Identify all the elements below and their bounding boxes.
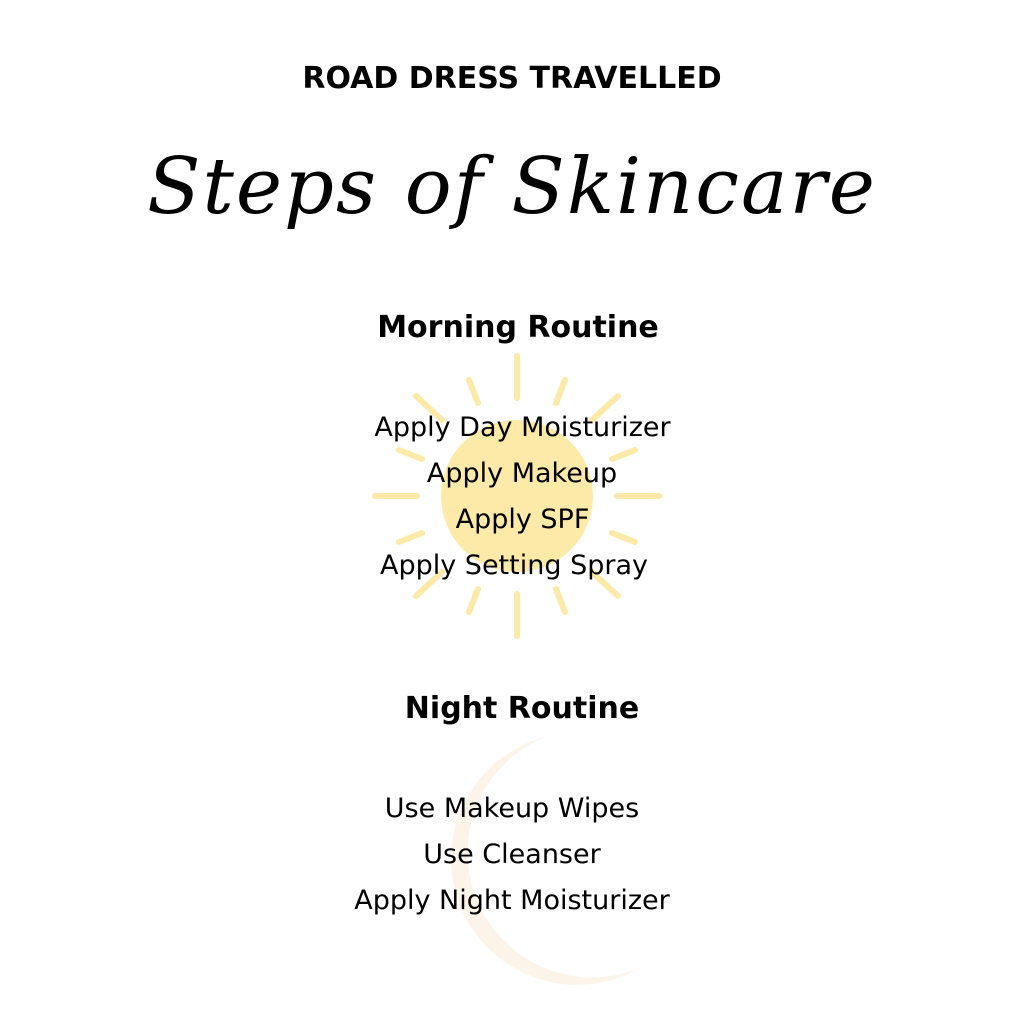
morning-step: Apply Makeup — [426, 458, 618, 489]
morning-routine-heading: Morning Routine — [377, 310, 659, 345]
morning-steps-list — [0, 405, 1024, 589]
night-routine-heading: Night Routine — [404, 691, 640, 726]
night-step: Use Cleanser — [423, 839, 601, 870]
morning-step: Apply Setting Spray — [380, 550, 648, 581]
morning-step: Apply SPF — [455, 504, 590, 535]
page-title: Steps of Skincare — [147, 142, 877, 232]
night-step: Apply Night Moisturizer — [354, 885, 670, 916]
brand-name: ROAD DRESS TRAVELLED — [302, 61, 722, 96]
night-steps-list — [0, 786, 1024, 924]
night-step: Use Makeup Wipes — [384, 793, 640, 824]
morning-step: Apply Day Moisturizer — [374, 412, 671, 443]
